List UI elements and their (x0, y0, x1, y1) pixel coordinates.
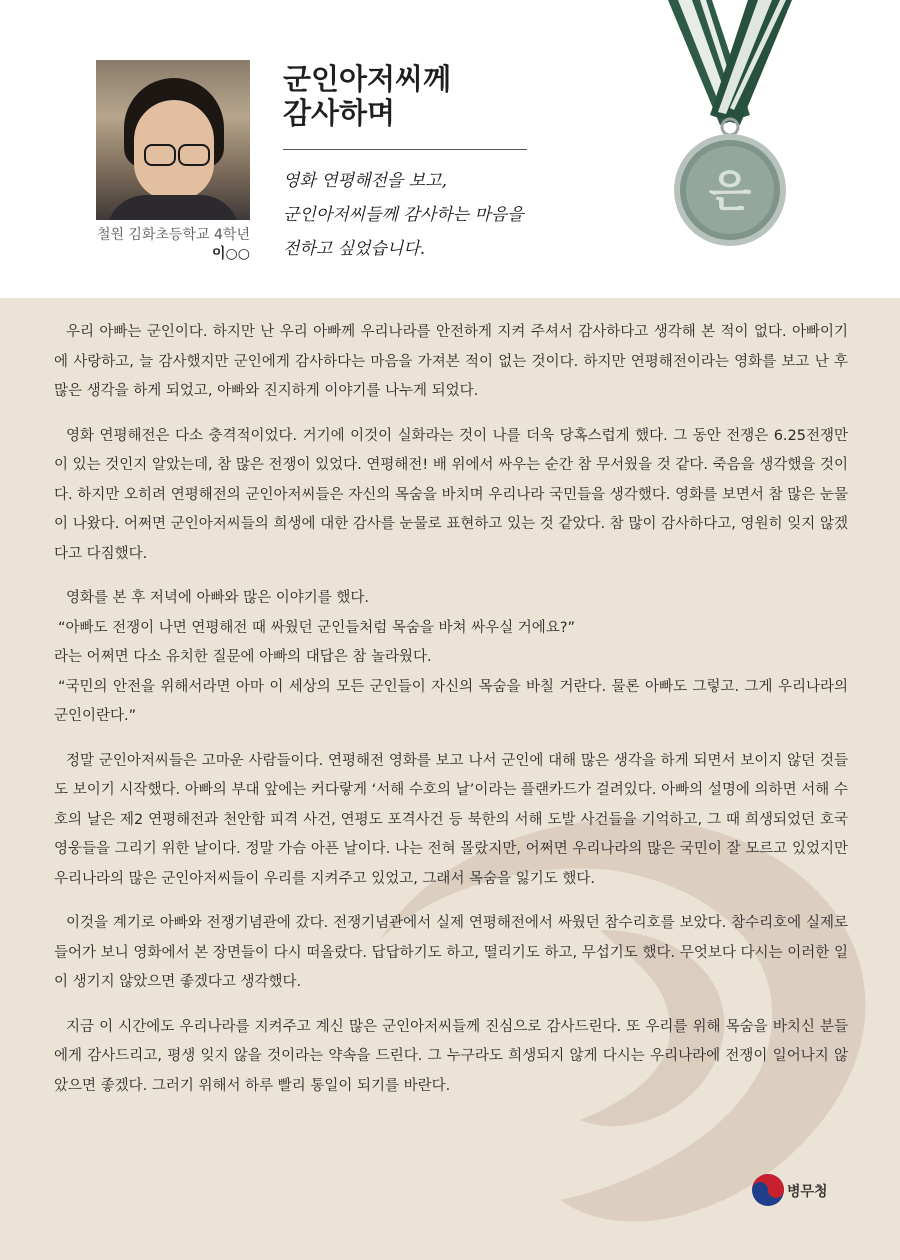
dialogue-line-2: “아빠도 전쟁이 나면 연평해전 때 싸웠던 군인들처럼 목숨을 바쳐 싸우실 거에요?” (58, 619, 576, 636)
author-photo (96, 60, 250, 220)
paragraph-4: 이것을 계기로 아빠와 전쟁기념관에 갔다. 전쟁기념관에서 실제 연평해전에서 싸웠던 참수리호를 보았다. 참수리호에 실제로 들어가 보니 영화에서 본 장면들이 다시 떠올랐다. 답답하기도 하고, 떨리기도 하고, 무섭기도 했다. 무엇보다 다시는 이러한 일이 생기지 않았으면 좋겠다고 생각했다. (54, 915, 848, 990)
author-name: 이○○ (212, 246, 250, 262)
paragraph-2: 영화 연평해전은 다소 충격적이었다. 거기에 이것이 실화라는 것이 나를 더욱 당혹스럽게 했다. 그 동안 전쟁은 6.25전쟁만이 있는 것인지 알았는데, 참 많은 전쟁이 있었다. 연평해전! 배 위에서 싸우는 순간 참 무서웠을 것 같다. 죽음을 생각했을 것이다. 하지만 오히려 연평해전의 군인아저씨들은 자신의 목숨을 바치며 우리나라 국민들을 생각했다. 영화를 보면서 참 많은 눈물이 나왔다. 어쩌면 군인아저씨들의 희생에 대한 감사를 눈물로 표현하고 있는 것 같았다. 참 많이 감사하다고, 영원히 잊지 않겠다고 다짐했다. (54, 427, 848, 562)
title-line-1: 군인아저씨께 (283, 62, 452, 96)
paragraph-1: 우리 아빠는 군인이다. 하지만 난 우리 아빠께 우리나라를 안전하게 지켜 주셔서 감사하다고 생각해 본 적이 없다. 아빠이기에 사랑하고, 늘 감사했지만 군인에게 감사하다는 마음을 가져본 적이 없는 것이다. 하지만 연평해전이라는 영화를 보고 난 후 많은 생각을 하게 되었고, 아빠와 진지하게 이야기를 나누게 되었다. (54, 324, 848, 399)
subtitle-line-1: 영화 연평해전을 보고, (283, 171, 448, 191)
paragraph-5: 지금 이 시간에도 우리나라를 지켜주고 계신 많은 군인아저씨들께 진심으로 감사드린다. 또 우리를 위해 목숨을 바치신 분들에게 감사드리고, 평생 잊지 않을 것이라는 약속을 드린다. 그 누구라도 희생되지 않게 다시는 우리나라에 전쟁이 일어나지 않았으면 좋겠다. 그러기 위해서 하루 빨리 통일이 되기를 바란다. (54, 1018, 848, 1094)
dialogue-line-1: 영화를 본 후 저녁에 아빠와 많은 이야기를 했다. (66, 590, 370, 606)
page-title (283, 62, 528, 130)
subtitle-line-3: 전하고 싶었습니다. (283, 239, 426, 259)
logo-text: 병무청 (787, 1184, 828, 1200)
silver-medal-icon (640, 0, 820, 270)
dialogue-line-3: 라는 어쩌면 다소 유치한 질문에 아빠의 대답은 참 놀라웠다. (54, 649, 432, 665)
title-divider (283, 149, 527, 150)
dialogue-line-4: “국민의 안전을 위해서라면 아마 이 세상의 모든 군인들이 자신의 목숨을 바칠 거란다. 물론 아빠도 그렇고. 그게 우리나라의 군인이란다.” (54, 678, 848, 724)
subtitle-line-2: 군인아저씨들께 감사하는 마음을 (283, 205, 524, 225)
header (0, 0, 900, 298)
medal-label: 은 (708, 166, 752, 217)
school-name: 철원 김화초등학교 4학년 (96, 227, 250, 243)
title-line-2: 감사하며 (283, 96, 396, 130)
paragraph-3: 정말 군인아저씨들은 고마운 사람들이다. 연평해전 영화를 보고 나서 군인에 대해 많은 생각을 하게 되면서 보이지 않던 것들도 보이기 시작했다. 아빠의 부대 앞에는 커다랗게 ‘서해 수호의 날’이라는 플랜카드가 걸려있다. 아빠의 설명에 의하면 서해 수호의 날은 제2 연평해전과 천안함 피격 사건, 연평도 포격사건 등 북한의 서해 도발 사건들을 기억하고, 그 때 희생되었던 호국영웅들을 그리기 위한 날이다. 정말 가슴 아픈 날이다. 나는 전혀 몰랐지만, 어쩌면 우리나라의 많은 국민이 잘 모르고 있었지만 우리나라의 많은 군인아저씨들이 우리를 지켜주고 있었고, 그래서 목숨을 잃기도 했다. (54, 752, 848, 887)
subtitle (283, 164, 583, 266)
essay-body (54, 318, 848, 1116)
